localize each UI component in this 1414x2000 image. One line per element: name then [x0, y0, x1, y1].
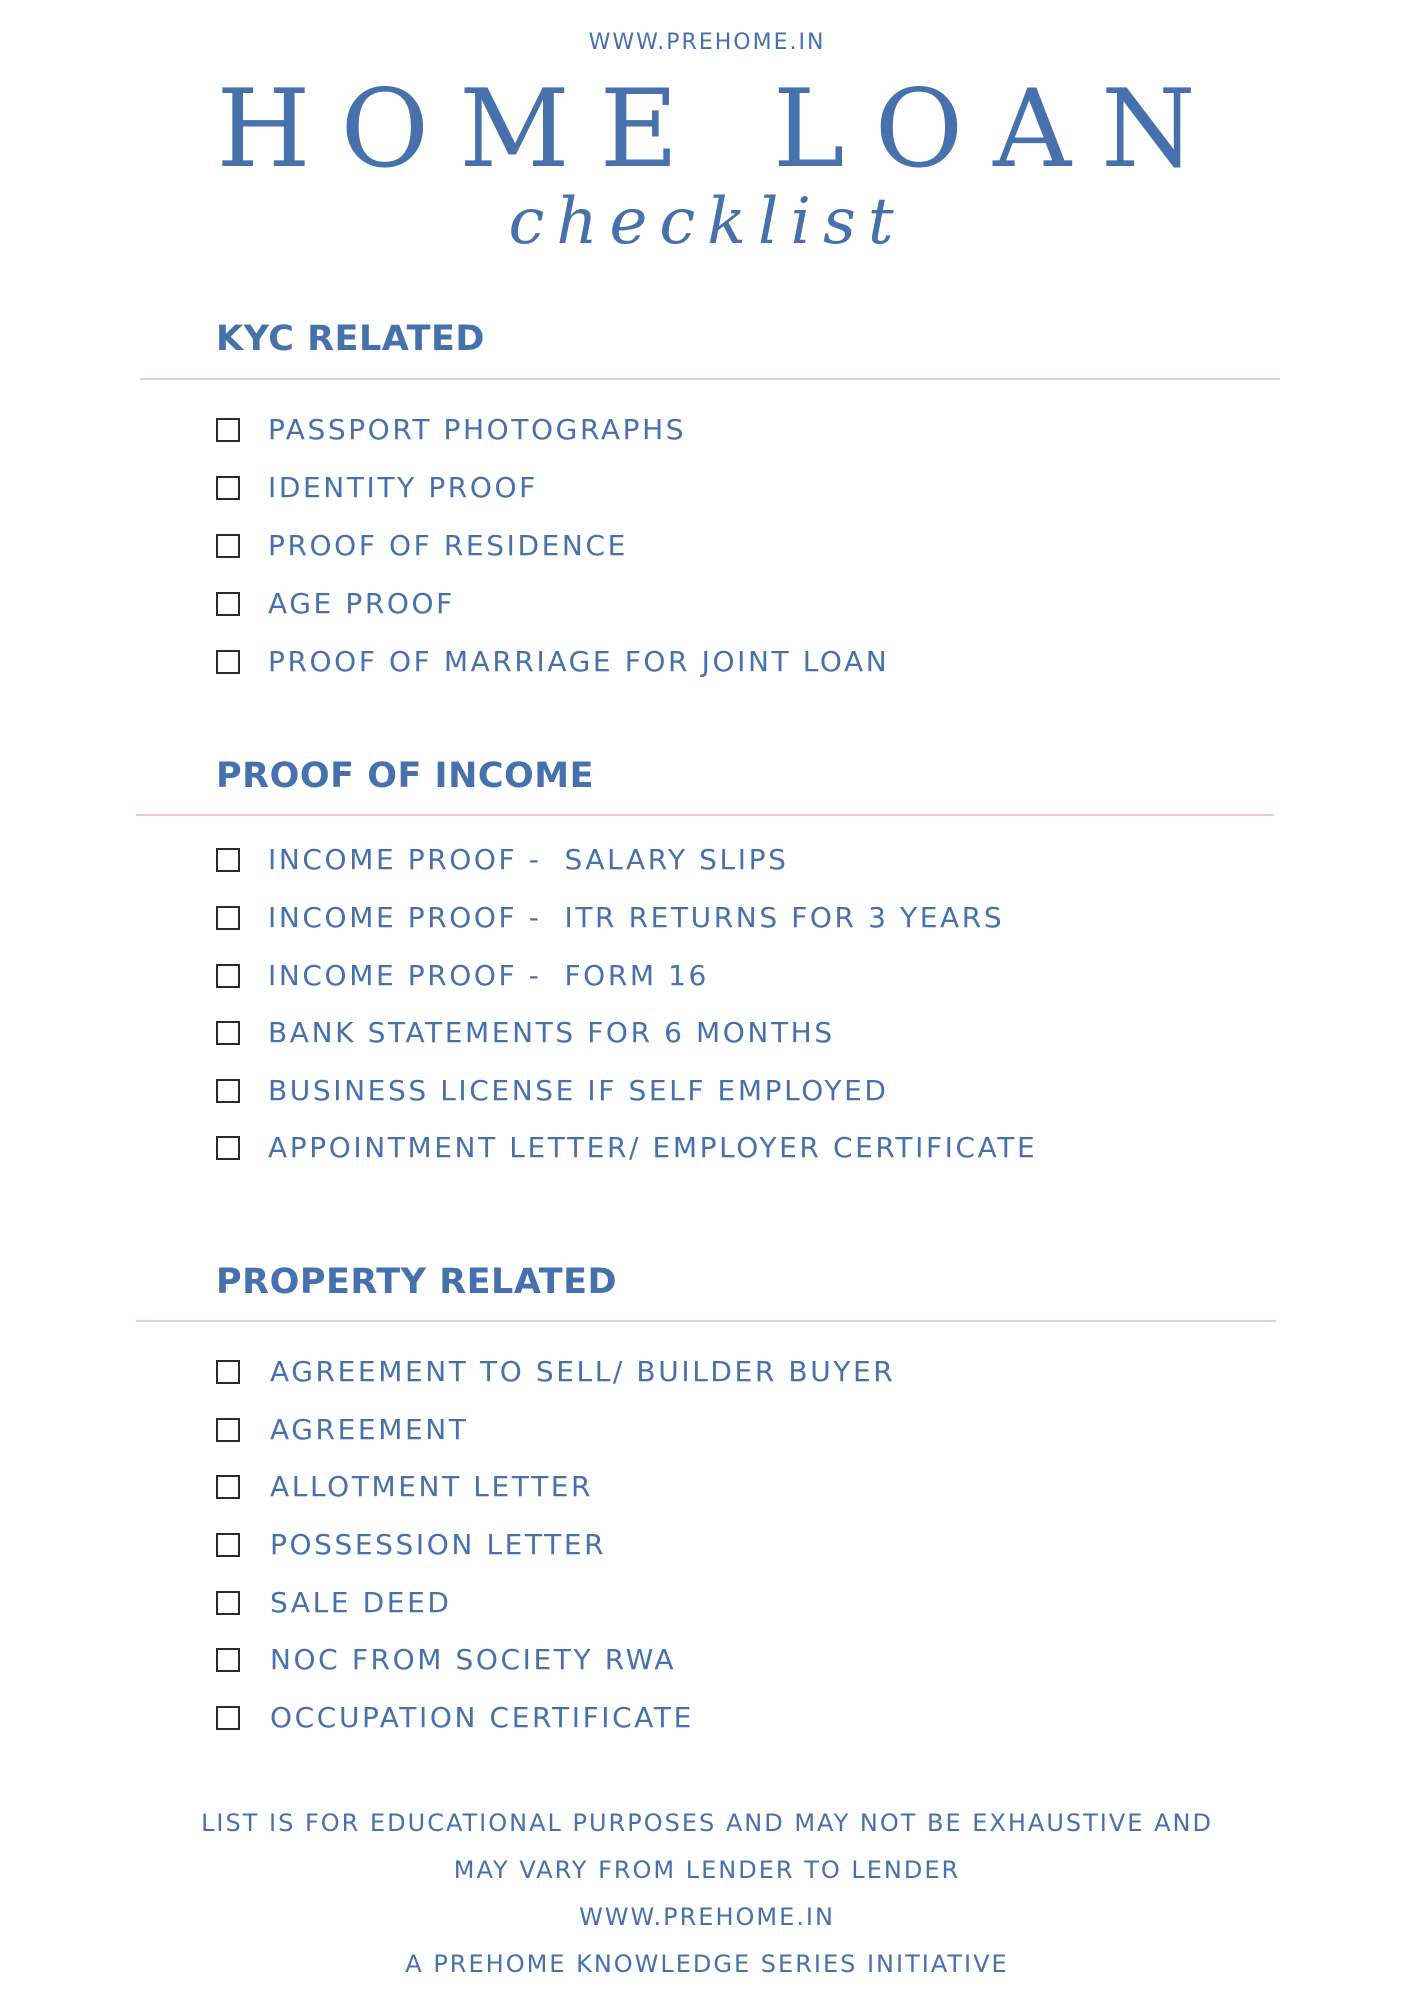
checkbox-icon[interactable]	[216, 1021, 240, 1045]
checklist-item[interactable]: ALLOTMENT LETTER	[216, 1468, 593, 1506]
checklist-item[interactable]: OCCUPATION CERTIFICATE	[216, 1699, 694, 1737]
checkbox-icon[interactable]	[216, 418, 240, 442]
checklist-item[interactable]: AGREEMENT	[216, 1411, 469, 1449]
checkbox-icon[interactable]	[216, 906, 240, 930]
section-heading-property: PROPERTY RELATED	[216, 1262, 618, 1302]
checklist-item[interactable]: BUSINESS LICENSE IF SELF EMPLOYED	[216, 1072, 889, 1110]
checkbox-icon[interactable]	[216, 848, 240, 872]
checkbox-icon[interactable]	[216, 964, 240, 988]
checkbox-icon[interactable]	[216, 534, 240, 558]
section-divider	[136, 814, 1274, 816]
checkbox-icon[interactable]	[216, 1475, 240, 1499]
checkbox-icon[interactable]	[216, 1136, 240, 1160]
checkbox-icon[interactable]	[216, 592, 240, 616]
checklist-item[interactable]: SALE DEED	[216, 1584, 452, 1622]
checklist-item[interactable]: PROOF OF RESIDENCE	[216, 527, 628, 565]
checkbox-icon[interactable]	[216, 650, 240, 674]
section-divider	[136, 1320, 1276, 1322]
section-heading-kyc: KYC RELATED	[216, 319, 485, 359]
site-url-top: WWW.PREHOME.IN	[588, 30, 826, 55]
page-subtitle: checklist	[508, 185, 906, 259]
checklist-item[interactable]: INCOME PROOF - FORM 16	[216, 957, 709, 995]
page-title: HOME LOAN	[216, 67, 1226, 192]
checkbox-icon[interactable]	[216, 1706, 240, 1730]
checkbox-icon[interactable]	[216, 476, 240, 500]
disclaimer-line-2: MAY VARY FROM LENDER TO LENDER	[453, 1856, 961, 1884]
checkbox-icon[interactable]	[216, 1079, 240, 1103]
checklist-item[interactable]: INCOME PROOF - ITR RETURNS FOR 3 YEARS	[216, 899, 1004, 937]
checklist-item[interactable]: INCOME PROOF - SALARY SLIPS	[216, 841, 788, 879]
checklist-item[interactable]: NOC FROM SOCIETY RWA	[216, 1641, 676, 1679]
checklist-item[interactable]: PROOF OF MARRIAGE FOR JOINT LOAN	[216, 643, 889, 681]
checkbox-icon[interactable]	[216, 1360, 240, 1384]
checklist-item[interactable]: AGE PROOF	[216, 585, 455, 623]
tagline: A PREHOME KNOWLEDGE SERIES INITIATIVE	[405, 1950, 1009, 1978]
checkbox-icon[interactable]	[216, 1591, 240, 1615]
checklist-item[interactable]: IDENTITY PROOF	[216, 469, 538, 507]
checklist-item[interactable]: AGREEMENT TO SELL/ BUILDER BUYER	[216, 1353, 895, 1391]
site-url-footer: WWW.PREHOME.IN	[579, 1903, 835, 1931]
disclaimer-line-1: LIST IS FOR EDUCATIONAL PURPOSES AND MAY NOT BE EXHAUSTIVE AND	[201, 1809, 1213, 1837]
checklist-item[interactable]: BANK STATEMENTS FOR 6 MONTHS	[216, 1014, 835, 1052]
section-heading-income: PROOF OF INCOME	[216, 756, 595, 796]
checklist-item[interactable]: APPOINTMENT LETTER/ EMPLOYER CERTIFICATE	[216, 1129, 1037, 1167]
checkbox-icon[interactable]	[216, 1648, 240, 1672]
checklist-item[interactable]: POSSESSION LETTER	[216, 1526, 606, 1564]
checklist-item[interactable]: PASSPORT PHOTOGRAPHS	[216, 411, 686, 449]
section-divider	[140, 378, 1280, 380]
checkbox-icon[interactable]	[216, 1533, 240, 1557]
checkbox-icon[interactable]	[216, 1418, 240, 1442]
